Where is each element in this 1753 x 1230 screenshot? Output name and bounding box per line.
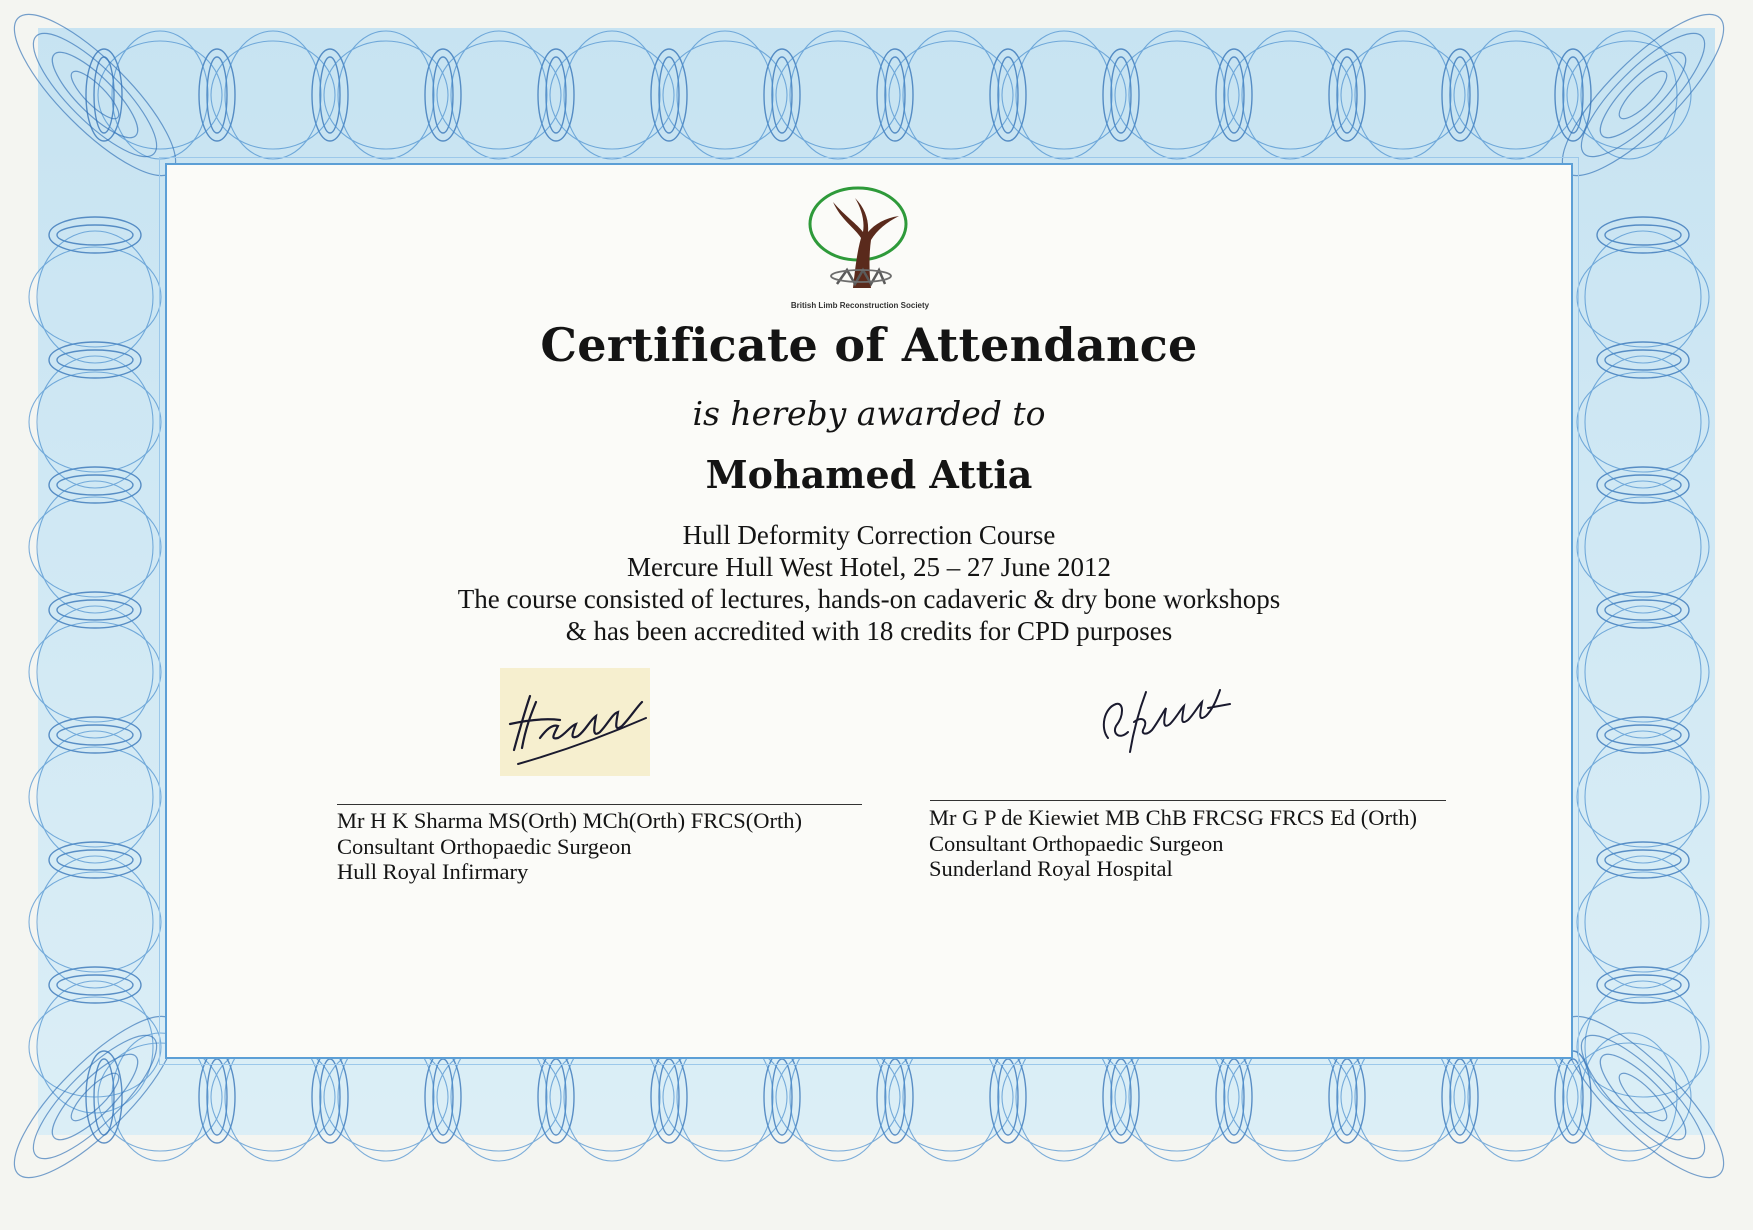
course-name: Hull Deformity Correction Course [682, 520, 1056, 550]
recipient-name: Mohamed Attia [705, 452, 1033, 497]
society-logo [775, 180, 945, 318]
signatory-right [929, 805, 1417, 882]
signatory-role: Consultant Orthopaedic Surgeon [929, 830, 1224, 856]
course-credits: & has been accredited with 18 credits for CPD purposes [565, 616, 1173, 646]
signature-left [500, 668, 650, 776]
signatory-name: Mr G P de Kiewiet MB ChB FRCSG FRCS Ed (Orth) [929, 805, 1417, 830]
society-name-caption: British Limb Reconstruction Society [790, 301, 930, 310]
course-description: The course consisted of lectures, hands-on cadaveric & dry bone workshops [457, 584, 1281, 614]
signatory-left [337, 808, 802, 885]
certificate-title: Certificate of Attendance [540, 318, 1198, 372]
signatory-name: Mr H K Sharma MS(Orth) MCh(Orth) FRCS(Orth) [337, 808, 802, 833]
signatory-institution: Sunderland Royal Hospital [929, 856, 1173, 881]
course-venue-date: Mercure Hull West Hotel, 25 – 27 June 2012 [627, 552, 1111, 582]
award-phrase: is hereby awarded to [692, 394, 1046, 433]
signature-line-left [337, 804, 862, 805]
tree-logo-icon [775, 180, 945, 302]
signature-line-right [930, 800, 1446, 801]
signatory-institution: Hull Royal Infirmary [337, 859, 529, 884]
signature-right [1090, 668, 1235, 763]
signatory-role: Consultant Orthopaedic Surgeon [337, 833, 632, 859]
